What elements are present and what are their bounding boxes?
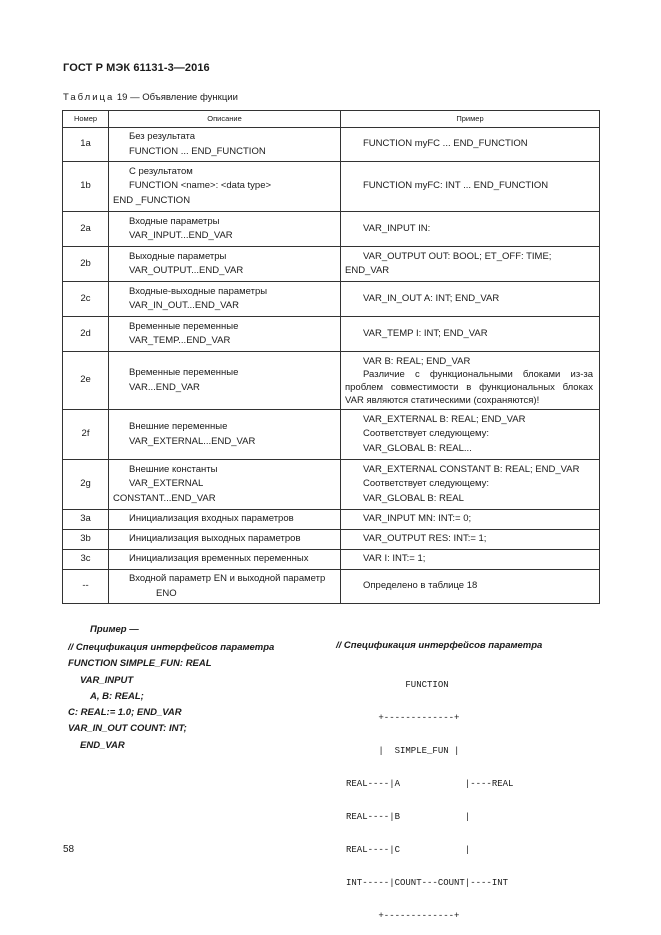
row-description: [109, 352, 341, 410]
example-line: FUNCTION myFC: INT ... END_FUNCTION: [363, 180, 549, 192]
row-description: [109, 530, 341, 550]
desc-line: CONSTANT...END_VAR: [113, 492, 216, 504]
example-line: VAR_IN_OUT A: INT; END_VAR: [363, 292, 500, 304]
desc-line: VAR_OUTPUT...END_VAR: [129, 265, 244, 276]
row-example: [341, 410, 600, 460]
row-number: 2g: [63, 460, 109, 510]
desc-line: Входные-выходные параметры: [129, 285, 268, 297]
row-number: 2b: [63, 247, 109, 282]
row-description: [109, 570, 341, 604]
table-caption-title: 19 — Объявление функции: [114, 92, 238, 103]
row-example: [341, 128, 600, 162]
desc-line: Временные переменные: [129, 320, 239, 332]
example-line: Соответствует следующему:: [363, 428, 490, 440]
desc-line: Входные параметры: [129, 215, 220, 227]
table-header-row: [63, 111, 600, 128]
function-block-diagram: [346, 658, 513, 933]
example-line: VAR_EXTERNAL CONSTANT B: REAL; END_VAR: [363, 463, 580, 475]
table-row: [63, 352, 600, 410]
table-row: [63, 570, 600, 604]
example-line: VAR_TEMP I: INT; END_VAR: [363, 327, 488, 339]
desc-line: Инициализация входных параметров: [129, 513, 294, 525]
example-line: FUNCTION myFC ... END_FUNCTION: [363, 138, 528, 150]
desc-line: VAR_EXTERNAL: [129, 478, 204, 490]
table-row: [63, 282, 600, 317]
header-number: Номер: [63, 111, 109, 128]
example-line: VAR_INPUT IN:: [363, 222, 431, 234]
diagram-line: REAL----|B |: [346, 812, 471, 822]
table-row: [63, 550, 600, 570]
row-number: 3b: [63, 530, 109, 550]
row-example: [341, 282, 600, 317]
diagram-line: +-------------+: [346, 911, 460, 921]
row-number: 2a: [63, 212, 109, 247]
row-number: 1a: [63, 128, 109, 162]
row-description: [109, 510, 341, 530]
row-example: [341, 510, 600, 530]
row-example: [341, 352, 600, 410]
desc-line: Входной параметр EN и выходной параметр: [129, 573, 326, 584]
desc-line: Инициализация выходных параметров: [129, 533, 301, 545]
diagram-line: REAL----|C |: [346, 845, 471, 855]
example-line: END_VAR: [345, 265, 390, 276]
page-number: 58: [63, 844, 75, 855]
desc-line: Без результата: [129, 131, 196, 142]
row-description: [109, 128, 341, 162]
row-number: 2c: [63, 282, 109, 317]
desc-line: С результатом: [129, 165, 193, 177]
example-line: VAR B: REAL; END_VAR: [363, 355, 471, 367]
header-example: Пример: [341, 111, 600, 128]
row-example: [341, 570, 600, 604]
diagram-line: REAL----|A |----REAL: [346, 779, 514, 789]
row-number: 2d: [63, 317, 109, 352]
desc-line: Внешние переменные: [129, 421, 228, 432]
example-line: Различие с функциональными блоками из-за проблем совместимости в функциональных блоках VAR являются статическими (сохраняются)!: [345, 368, 593, 406]
row-description: [109, 460, 341, 510]
header-description: Описание: [109, 111, 341, 128]
row-example: [341, 530, 600, 550]
code-line: C: REAL:= 1.0; END_VAR: [68, 707, 182, 719]
example-line: VAR_GLOBAL B: REAL...: [363, 442, 472, 454]
table-row: [63, 247, 600, 282]
code-line: A, B: REAL;: [90, 690, 144, 702]
desc-line: FUNCTION <name>: <data type>: [129, 180, 272, 192]
table-row: [63, 162, 600, 212]
code-line: VAR_INPUT: [80, 674, 134, 686]
row-example: [341, 162, 600, 212]
desc-line: Инициализация временных переменных: [129, 553, 309, 565]
example-line: VAR_INPUT MN: INT:= 0;: [363, 513, 472, 525]
row-example: [341, 212, 600, 247]
table-caption-word: Таблица: [63, 92, 115, 103]
desc-line: VAR...END_VAR: [129, 381, 200, 393]
example-line: VAR_EXTERNAL B: REAL; END_VAR: [363, 413, 526, 425]
table-row: [63, 128, 600, 162]
code-comment: // Спецификация интерфейсов параметра: [68, 642, 275, 653]
document-code: ГОСТ Р МЭК 61131-3—2016: [63, 62, 210, 74]
desc-line: END _FUNCTION: [113, 194, 191, 206]
desc-line: VAR_INPUT...END_VAR: [129, 230, 233, 241]
row-example: [341, 460, 600, 510]
row-description: [109, 212, 341, 247]
row-description: [109, 162, 341, 212]
example-line: Соответствует следующему:: [363, 478, 490, 490]
row-description: [109, 550, 341, 570]
example-line: VAR I: INT:= 1;: [363, 553, 426, 565]
function-declaration-table: [62, 110, 600, 604]
row-number: 3a: [63, 510, 109, 530]
desc-line: ENO: [156, 587, 177, 599]
row-number: --: [63, 570, 109, 604]
row-description: [109, 410, 341, 460]
desc-line: VAR_IN_OUT...END_VAR: [129, 300, 239, 311]
row-example: [341, 317, 600, 352]
row-description: [109, 247, 341, 282]
code-line: VAR_IN_OUT COUNT: INT;: [68, 723, 187, 735]
desc-line: VAR_TEMP...END_VAR: [129, 335, 231, 346]
example-line: VAR_GLOBAL B: REAL: [363, 492, 464, 504]
example-line: VAR_OUTPUT OUT: BOOL; ET_OFF: TIME;: [363, 250, 552, 262]
diagram-line: | SIMPLE_FUN |: [346, 746, 460, 756]
table-row: [63, 510, 600, 530]
desc-line: VAR_EXTERNAL...END_VAR: [129, 435, 256, 447]
desc-line: Внешние константы: [129, 463, 218, 475]
row-number: 3c: [63, 550, 109, 570]
diagram-line: +-------------+: [346, 713, 460, 723]
table-row: [63, 530, 600, 550]
desc-line: Временные переменные: [129, 367, 239, 378]
desc-line: FUNCTION ... END_FUNCTION: [129, 145, 266, 157]
table-row: [63, 212, 600, 247]
row-example: [341, 247, 600, 282]
table-caption: [63, 92, 238, 103]
desc-line: Выходные параметры: [129, 250, 227, 262]
diagram-line: INT-----|COUNT---COUNT|----INT: [346, 878, 509, 888]
example-line: Определено в таблице 18: [363, 580, 478, 592]
table-row: [63, 410, 600, 460]
table-row: [63, 317, 600, 352]
code-line: FUNCTION SIMPLE_FUN: REAL: [68, 658, 212, 670]
row-example: [341, 550, 600, 570]
example-line: VAR_OUTPUT RES: INT:= 1;: [363, 533, 487, 545]
row-description: [109, 317, 341, 352]
table-row: [63, 460, 600, 510]
row-number: 2e: [63, 352, 109, 410]
code-line: END_VAR: [80, 739, 125, 751]
example-title: Пример —: [90, 624, 139, 635]
row-number: 2f: [63, 410, 109, 460]
example-code-block: [68, 640, 274, 754]
diagram-comment: // Спецификация интерфейсов параметра: [336, 640, 543, 651]
diagram-line: FUNCTION: [346, 680, 449, 690]
row-description: [109, 282, 341, 317]
row-number: 1b: [63, 162, 109, 212]
